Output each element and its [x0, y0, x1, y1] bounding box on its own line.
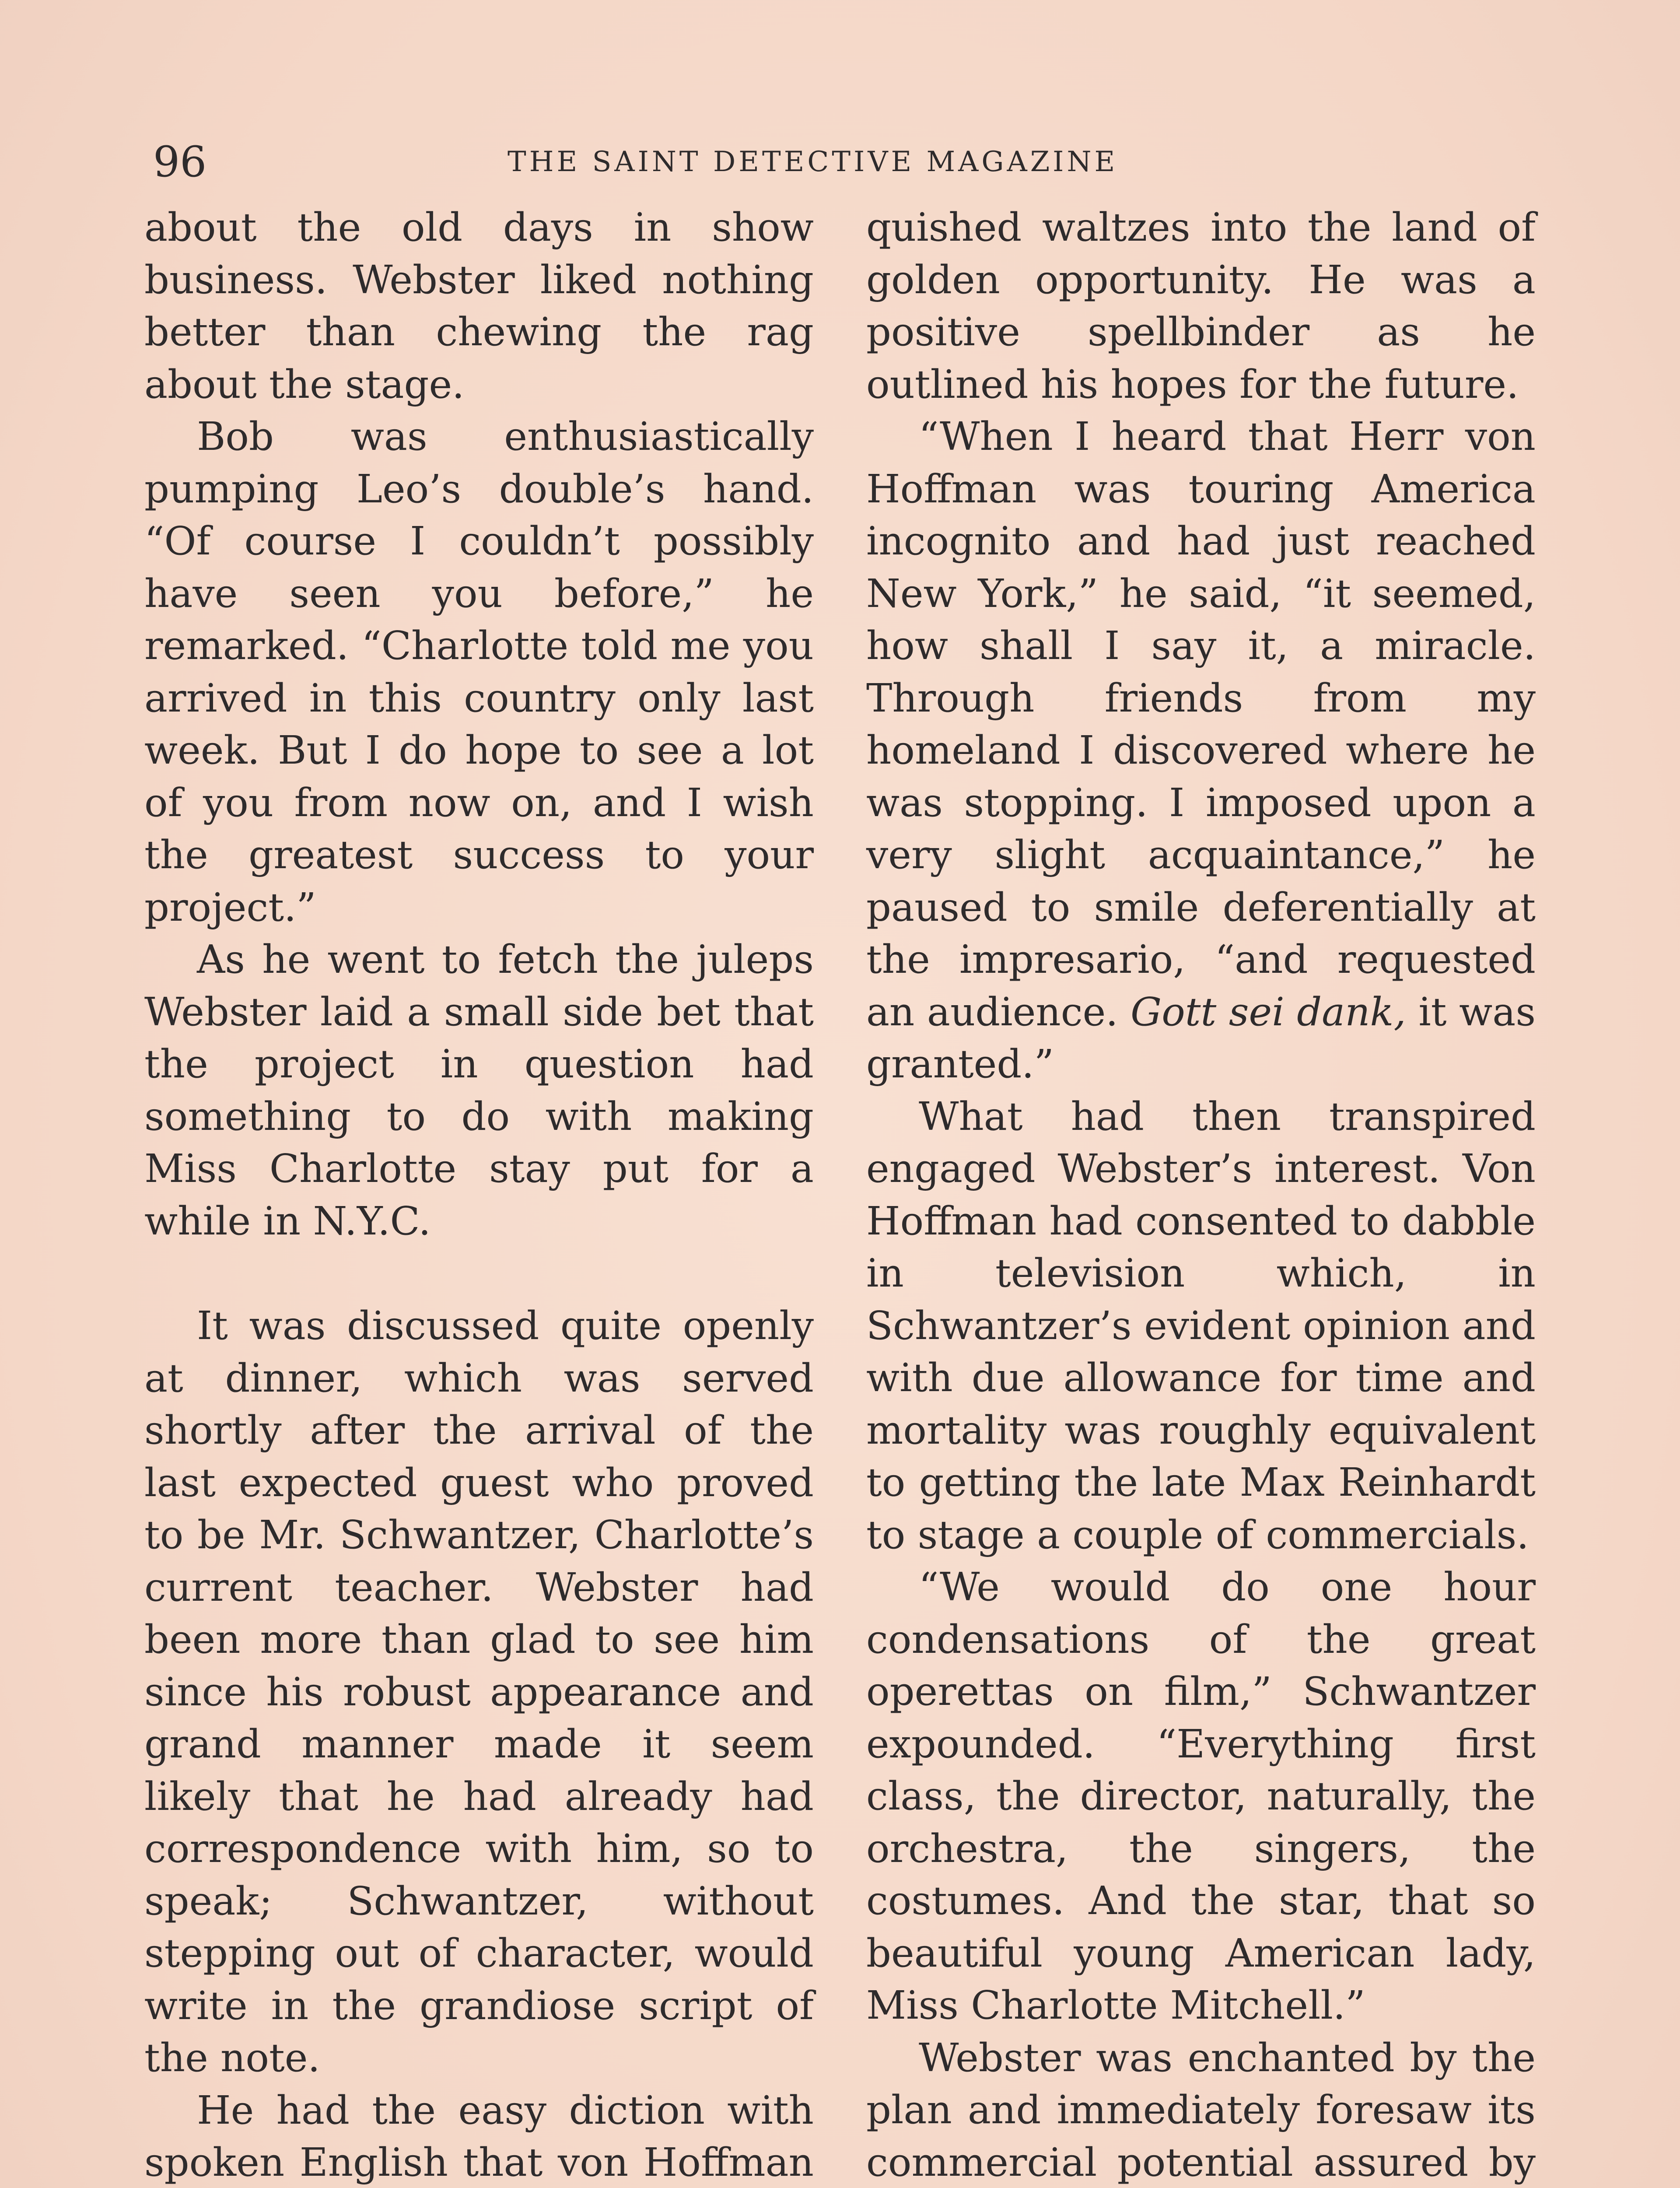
paragraph: “We would do one hour condensations of the great operettas on film,” Schwantzer expounded. “Everything first class, the director, naturally, the orchestra, the singers, the costumes. And the star, that so beautiful young American lady, Miss Charlotte Mitchell.” — [866, 1564, 1536, 2028]
paragraph: As he went to fetch the juleps Webster laid a small side bet that the project in question had something to do with making Miss Charlotte stay put for a while in N.Y.C. — [144, 936, 814, 1244]
paragraph — [866, 410, 1536, 1090]
paragraph-text: it was granted.” — [866, 989, 1536, 1087]
paragraph: Bob was enthusiastically pumping Leo’s double’s hand. “Of course I couldn’t possibly have seen you before,” he remarked. “Charlotte told me you arrived in this country only last week. But I do hope to see a lot of you from now on, and I wish the greatest success to your project.” — [144, 414, 814, 930]
paragraph: about the old days in show business. Webster liked nothing better than chewing the rag about the stage. — [144, 204, 814, 407]
page-number: 96 — [153, 137, 207, 186]
paragraph: What had then transpired engaged Webster’s interest. Von Hoffman had consented to dabble in television which, in Schwantzer’s evident opinion and with due allowance for time and mortality was roughly equivalent to getting the late Max Reinhardt to stage a couple of commercials. — [866, 1093, 1536, 1557]
paragraph: quished waltzes into the land of golden opportunity. He was a positive spellbinder as he outlined his hopes for the future. — [866, 204, 1536, 407]
running-title: THE SAINT DETECTIVE MAGAZINE — [508, 146, 1118, 178]
page-header — [144, 136, 1536, 188]
paragraph: It was discussed quite openly at dinner, which was served shortly after the arrival of the last expected guest who proved to be Mr. Schwantzer, Charlotte’s current teacher. Webster had been more than glad to see him since his robust appearance and grand manner made it seem likely that he had already had correspondence with him, so to speak; Schwantzer, without stepping out of character, would write in the grandiose script of the note. — [144, 1303, 814, 2080]
left-column — [144, 201, 814, 2188]
paragraph-text: “When I heard that Herr von Hoffman was touring America incognito and had just reached New York,” he said, “it seemed, how shall I say it, a miracle. Through friends from my homeland I discovered where he was stopping. I imposed upon a very slight acquaintance,” he paused to smile deferentially at the impresario, “and requested an audience. — [866, 414, 1536, 1034]
right-column — [866, 201, 1536, 2188]
italic-phrase: Gott sei dank, — [1130, 989, 1406, 1034]
paragraph: Webster was enchanted by the plan and immediately foresaw its commercial potential assured by — [866, 2034, 1536, 2185]
paragraph: He had the easy diction with spoken English that von Hoffman — [144, 2087, 814, 2185]
